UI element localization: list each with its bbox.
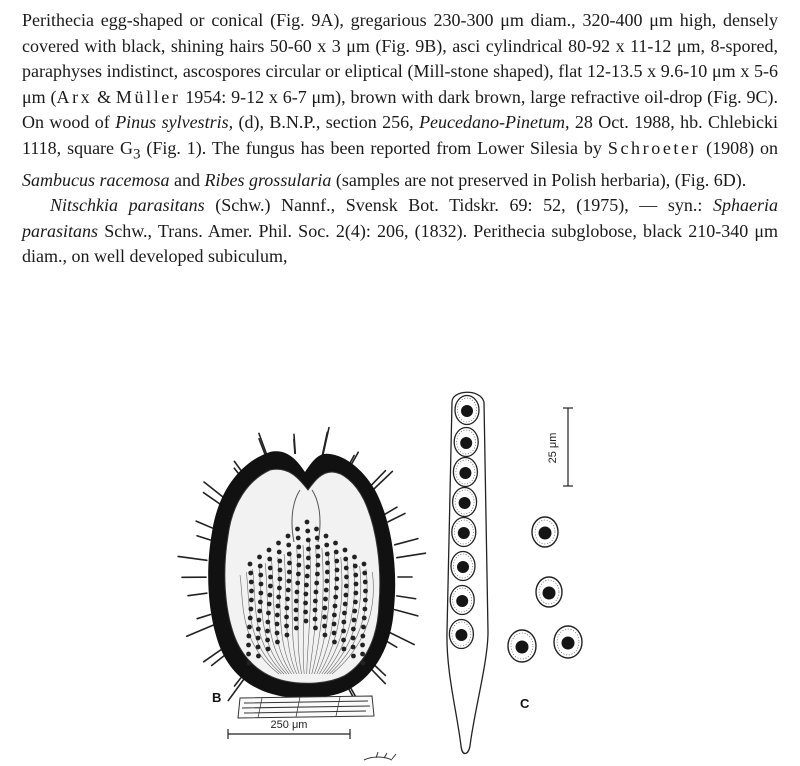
paragraph-2: Nitschkia parasitans (Schw.) Nannf., Svensk Bot. Tidskr. 69: 52, (1975), — syn.: Sphaeria parasitans Schw., Trans. Amer. Phil. Soc. 2(4): 206, (1832). Perithecia subglobose, black 210-340 μm diam., on well developed subiculum, — [22, 195, 778, 267]
scale-bar-c — [563, 408, 573, 486]
figure-9 — [0, 372, 800, 766]
paragraph-1: Perithecia egg-shaped or conical (Fig. 9A), gregarious 230-300 μm diam., 320-400 μm high, densely covered with black, shining hairs 50-60 x 3 μm (Fig. 9B), asci cylindrical 80-92 x 11-12 μm, 8-spored, paraphyses indistinct, ascospores circular or eliptical (Mill-stone shaped), flat 12-13.5 x 9.6-10 μm x 5-6 μm (Arx & Müller 1954: 9-12 x 6-7 μm), brown with dark brown, large refractive oil-drop (Fig. 9C). On wood of Pinus sylvestris, (d), B.N.P., section 256, Peucedano-Pinetum, 28 Oct. 1988, hb. Chlebicki 1118, square $G_3$ (Fig. 1). The fungus has been reported from Lower Silesia by Schroeter (1908) on Sambucus racemosa and Ribes grossularia (samples are not preserved in Polish herbaria), (Fig. 6D). — [22, 10, 779, 190]
panel-b-label: B — [212, 690, 222, 705]
perithecium-drawing — [178, 428, 425, 739]
scale-label-b: 250 μm — [270, 719, 308, 731]
figure-fragment — [364, 752, 396, 760]
scale-label-c: 25 μm — [547, 432, 559, 464]
ascus-drawing — [447, 392, 488, 753]
free-spores — [508, 517, 582, 662]
substrate — [238, 696, 374, 718]
body-text — [22, 8, 778, 270]
panel-c-label: C — [520, 696, 530, 711]
